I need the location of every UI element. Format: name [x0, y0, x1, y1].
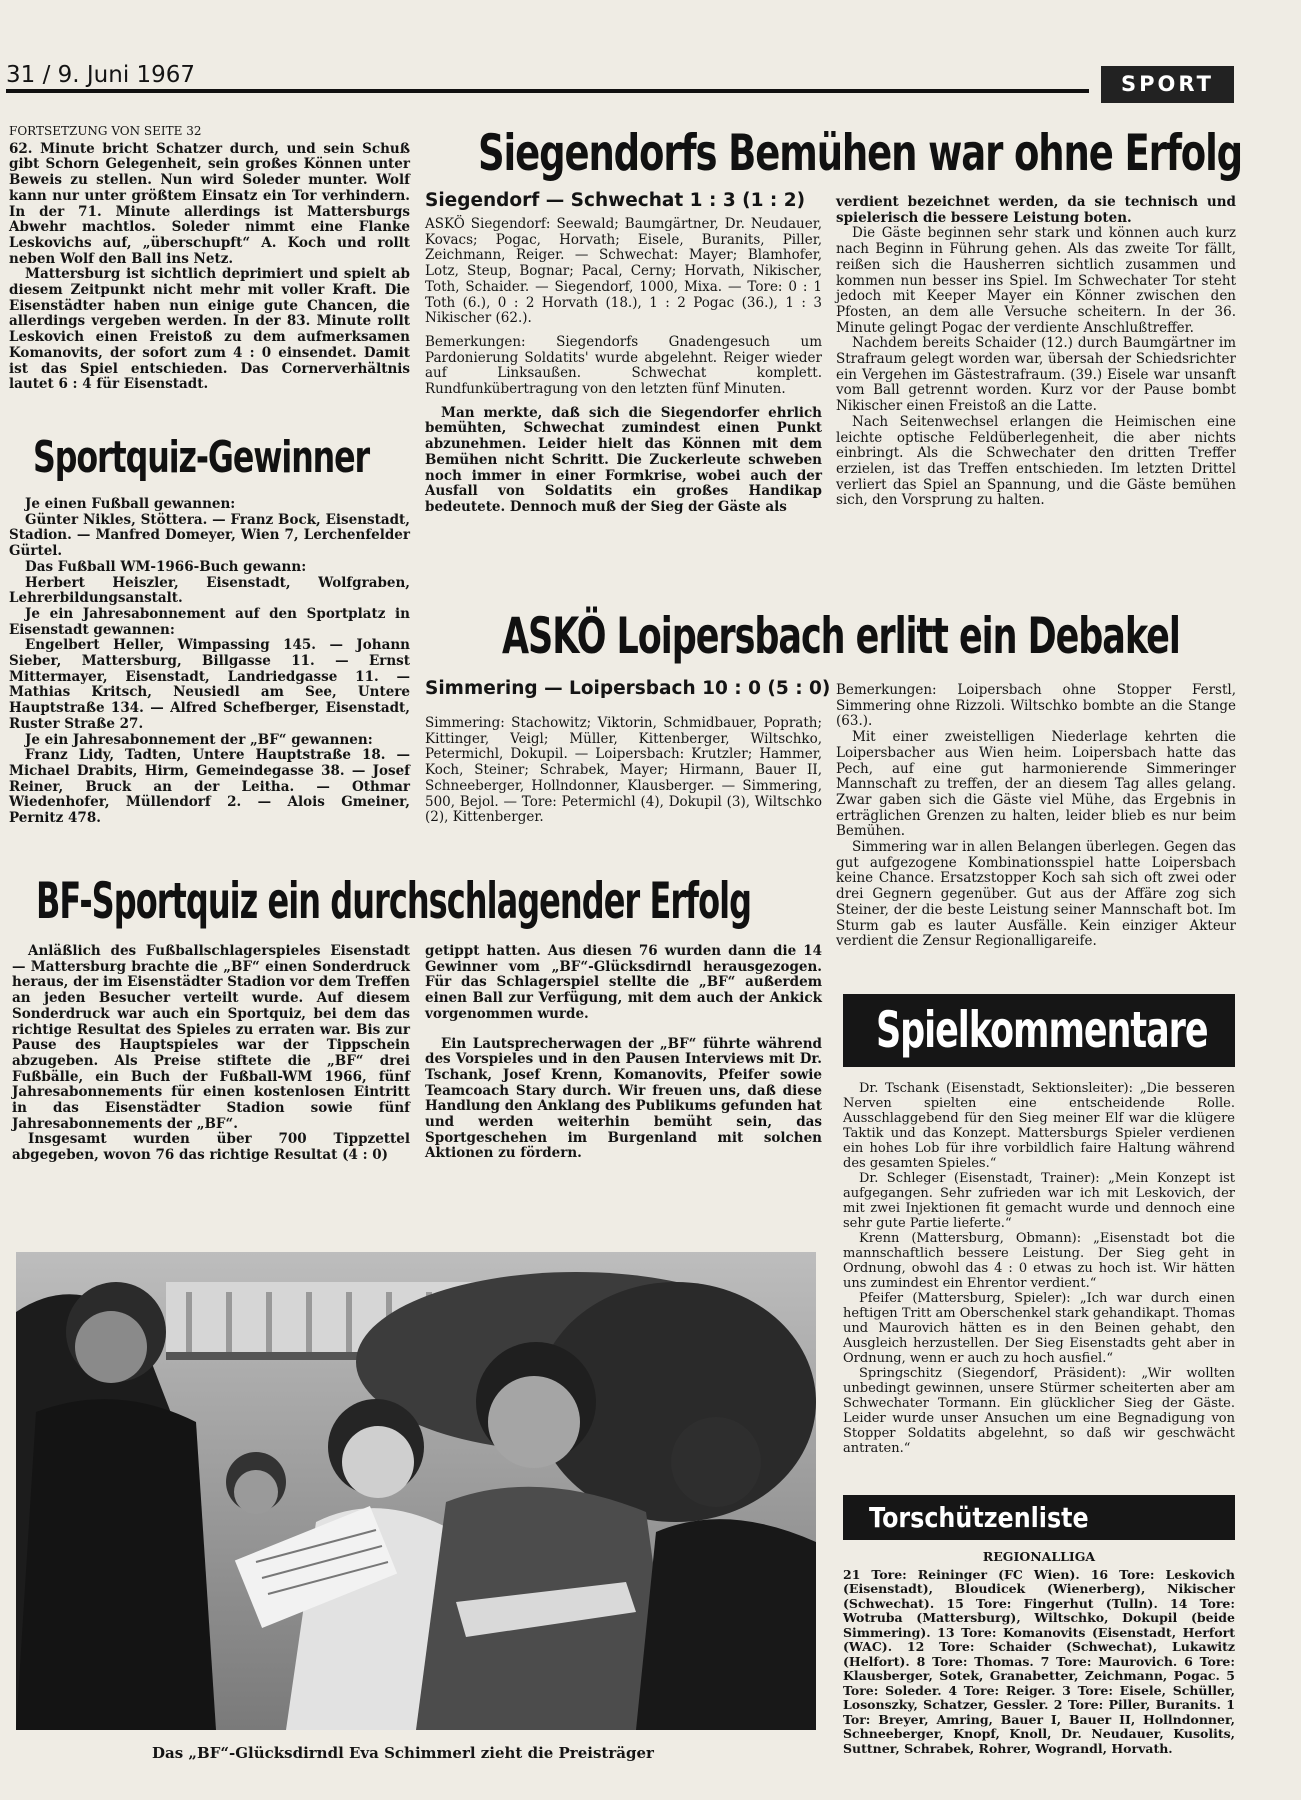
photo-caption: Das „BF“-Glücksdirndl Eva Schimmerl zieht die Preisträger — [152, 1744, 654, 1762]
siegendorf-intro-cont: verdient bezeichnet werden, da sie technisch und spielerisch die bessere Leistung boten. — [836, 194, 1236, 226]
comment-krenn: Krenn (Mattersburg, Obmann): „Eisenstadt bot die mannschaftlich bessere Leistung. Der Sieg geht in Ordnung, obwohl das 4 : 0 etwas zu hoch ist. Wir hätten uns zumindest ein Ehrentor verdient.“ — [843, 1231, 1235, 1291]
continuation-column — [9, 124, 410, 393]
sportquiz-paragraph-4: Ein Lautsprecherwagen der „BF“ führte während des Vorspieles und in den Pausen Interviews mit Dr. Tschank, Josef Krenn, Komanovits, Pfeifer sowie Teamcoach Stary durch. Wir freuen uns, daß diese Handlung den Anklang des Publikums gefunden hat und werden weiterhin bemüht sein, das Sportgeschehen im Burgenland mit solchen Aktionen zu fördern. — [425, 1035, 822, 1162]
continuation-paragraph-1: 62. Minute bricht Schatzer durch, und sein Schuß gibt Schorn Gelegenheit, sein großes Können unter Beweis zu stellen. Nun wird Soleder munter. Wolf kann nur unter größtem Einsatz ein Tor verhindern. In der 71. Minute allerdings ist Mattersburgs Abwehr machtlos. Soleder nimmt eine Flanke Leskovichs auf, „überschupft“ A. Koch und rollt neben Wolf den Ball ins Netz. — [9, 140, 410, 267]
loipersbach-score: Simmering — Loipersbach 10 : 0 (5 : 0) — [425, 678, 831, 699]
torschuetzen-headline: Torschützenliste — [869, 1501, 1089, 1534]
winners-heading-2: Das Fußball WM-1966-Buch gewann: — [25, 558, 307, 575]
section-label: SPORT — [1101, 66, 1234, 103]
winners-heading-3: Je ein Jahresabonnement auf den Sportplatz in Eisenstadt gewannen: — [9, 605, 410, 638]
scorers-list: 21 Tore: Reininger (FC Wien). 16 Tore: Leskovich (Eisenstadt), Bloudicek (Wienerberg), Nikischer (Schwechat). 15 Tore: Fingerhut (Tulln). 14 Tore: Wotruba (Mattersburg), Wiltschko, Dokupil (beide Simmering). 13 Tore: Komanovits (Eisenstadt, Herfort (WAC). 12 Tore: Schaider (Schwechat), Lukawitz (Helfort). 8 Tore: Thomas. 7 Tore: Maurovich. 6 Tore: Klausberger, Sotek, Granabetter, Zeichmann, Pogac. 5 Tore: Soleder. 4 Tore: Reiger. 3 Tore: Eisele, Schüller, Losonszky, Schatzer, Gessler. 2 Tore: Piller, Buranits. 1 Tor: Breyer, Amring, Bauer I, Bauer II, Hollndonner, Schneeberger, Knopf, Knoll, Dr. Neudauer, Kusolits, Suttner, Schrabek, Rohrer, Wograndl, Horvath. — [843, 1566, 1235, 1756]
spielkommentare-headline: Spielkommentare — [876, 1001, 1208, 1059]
continuation-paragraph-2: Mattersburg ist sichtlich deprimiert und spielt ab diesem Zeitpunkt nicht mehr mit voller Kraft. Die Eisenstädter haben nun einige gute Chancen, die allerdings vergeben werden. In der 83. Minute rollt Leskovich einen Freistoß zu dem aufmerksamen Komanovits, der sofort zum 4 : 0 einsendet. Damit ist das Spiel entschieden. Das Cornerverhältnis lautet 6 : 4 für Eisenstadt. — [9, 266, 410, 393]
loipersbach-paragraph-1: Mit einer zweistelligen Niederlage kehrten die Loipersbacher aus Wien heim. Loipersbach hatte das Pech, auf eine gut harmonierende Simmeringer Mannschaft zu treffen, der an diesem Tag alles gelang. Zwar gaben sich die Gäste viel Mühe, das Ergebnis in erträglichen Grenzen zu halten, leider blieb es nur beim Bemühen. — [836, 729, 1236, 840]
winners-heading-4: Je ein Jahresabonnement der „BF“ gewannen: — [25, 731, 373, 748]
winners-heading-1: Je einen Fußball gewannen: — [25, 496, 236, 512]
quiz-winners-column — [9, 497, 410, 827]
siegendorf-column-2 — [836, 195, 1236, 509]
comment-schleger: Dr. Schleger (Eisenstadt, Trainer): „Mein Konzept ist aufgegangen. Sehr zufrieden war ich mit Leskovich, der mit zwei Injektionen fit gemacht wurde und dennoch eine sehr gute Partie lieferte.“ — [843, 1171, 1235, 1231]
siegendorf-paragraph-3: Nach Seitenwechsel erlangen die Heimischen eine leichte optische Feldüberlegenheit, die aber nichts einbringt. Als die Schwechater den dritten Treffer erzielen, ist das Treffen entschieden. Im letzten Drittel verliert das Spiel an Spannung, und die Gäste bemühen sich, den Vorsprung zu halten. — [836, 413, 1236, 509]
loipersbach-headline: ASKÖ Loipersbach erlitt ein Debakel — [502, 607, 1180, 665]
siegendorf-paragraph-1: Die Gäste beginnen sehr stark und können auch kurz nach Beginn in Führung gehen. Als das zweite Tor fällt, reißen sich die Hausherren sichtlich zusammen und kommen nun besser ins Spiel. Im Schwechater Tor steht jedoch mit Keeper Mayer ein Könner zwischen den Pfosten, an dem alle Versuche scheitern. In der 36. Minute gelingt Pogac der verdiente Anschlußtreffer. — [836, 225, 1236, 336]
comment-pfeifer: Pfeifer (Mattersburg, Spieler): „Ich war durch einen heftigen Tritt am Oberschenkel stark gehandikapt. Thomas und Maurovich hätten es in den Beinen gehabt, den Ausgleich herzustellen. Der Sieg Eisenstadts geht aber in Ordnung, wenn er auch zu hoch ausfiel.“ — [843, 1291, 1235, 1366]
quiz-winners-headline: Sportquiz-Gewinner — [33, 432, 370, 483]
sportquiz-paragraph-3: getippt hatten. Aus diesen 76 wurden dann die 14 Gewinner vom „BF“-Glücksdirndl herausgezogen. Für das Schlagerspiel stellte die „BF“ außerdem einen Ball zur Verfügung, mit dem auch der Ankick vorgenommen wurde. — [425, 943, 822, 1022]
siegendorf-remarks: Bemerkungen: Siegendorfs Gnadengesuch um Pardonierung Soldatits' wurde abgelehnt. Reiger wieder auf Linksaußen. Schwechat komplett. Rundfunkübertragung von den letzten fünf Minuten. — [425, 333, 822, 398]
winners-text-3: Engelbert Heller, Wimpassing 145. — Johann Sieber, Mattersburg, Billgasse 11. — Ernst Mittermayer, Eisenstadt, Landriedgasse 11. — Mathias Kritsch, Neusiedl am See, Untere Hauptstraße 134. — Alfred Schefberger, Eisenstadt, Ruster Straße 27. — [9, 637, 410, 732]
loipersbach-column-1 — [425, 716, 822, 826]
winners-text-4: Franz Lidy, Tadten, Untere Hauptstraße 18. — Michael Drabits, Hirm, Gemeindegasse 38. — Josef Reiner, Bruck an der Leitha. — Othmar Wiedenhofer, Müllendorf 2. — Alois Gmeiner, Pernitz 478. — [9, 747, 410, 827]
lottery-photo — [16, 1252, 816, 1730]
siegendorf-score: Siegendorf — Schwechat 1 : 3 (1 : 2) — [425, 190, 806, 211]
winners-text-2: Herbert Heiszler, Eisenstadt, Wolfgraben, Lehrerbildungsanstalt. — [9, 574, 410, 607]
siegendorf-headline: Siegendorfs Bemühen war ohne Erfolg — [478, 124, 1243, 182]
comment-tschank: Dr. Tschank (Eisenstadt, Sektionsleiter): „Die besseren Nerven spielten eine entscheidende Rolle. Ausschlaggebend für den Sieg meiner Elf war die klügere Taktik und das Konzept. Mattersburgs Spieler verdienen ein hohes Lob für ihre vorbildlich faire Haltung während des gesamten Spieles.“ — [843, 1081, 1235, 1171]
header-rule — [6, 89, 1089, 93]
siegendorf-intro: Man merkte, daß sich die Siegendorfer ehrlich bemühten, Schwechat zumindest einen Punkt abzunehmen. Leider hielt das Können mit dem Bemühen nicht Schritt. Die Zuckerleute schweben noch immer in einer Formkrise, wobei auch der Ausfall von Soldatits ein großes Handikap bedeutete. Dennoch muß der Sieg der Gäste als — [425, 404, 822, 515]
sportquiz-headline: BF-Sportquiz ein durchschlagender Erfolg — [36, 872, 752, 930]
siegendorf-paragraph-2: Nachdem bereits Schaider (12.) durch Baumgärtner im Strafraum gelegt worden war, übersah der Schiedsrichter ein Vergehen im Gästestrafraum. (39.) Eisele war unsanft vom Ball getrennt worden. Kurz vor der Pause bombt Nikischer einen Freistoß an die Latte. — [836, 335, 1236, 415]
crowd-photo-illustration — [16, 1252, 816, 1730]
loipersbach-remarks: Bemerkungen: Loipersbach ohne Stopper Ferstl, Simmering ohne Rizzoli. Wiltschko bombte an die Stange (63.). — [836, 682, 1236, 730]
sportquiz-column-2 — [425, 944, 822, 1162]
page-number-date: 31 / 9. Juni 1967 — [6, 62, 196, 88]
torschuetzen-column — [843, 1550, 1235, 1756]
league-label: REGIONALLIGA — [982, 1549, 1096, 1564]
torschuetzen-header — [843, 1495, 1235, 1540]
loipersbach-lineup: Simmering: Stachowitz; Viktorin, Schmidbauer, Poprath; Kittinger, Veigl; Müller, Kittenberger, Wiltschko, Petermichl, Dokupil. — Loipersbach: Krutzler; Hammer, Koch, Steiner; Schrabek, Mayer; Hirmann, Bauer II, Schneeberger, Hollndonner, Klausberger. — Simmering, 500, Bejol. — Tore: Petermichl (4), Dokupil (3), Wiltschko (2), Kittenberger. — [425, 715, 822, 826]
sportquiz-paragraph-1: Anläßlich des Fußballschlagerspieles Eisenstadt — Mattersburg brachte die „BF“ einen Sonderdruck heraus, der im Eisenstädter Stadion vor dem Treffen an jeden Besucher verteilt wurde. Auf diesem Sonderdruck war auch ein Sportquiz, bei dem das richtige Resultat des Spieles zu erraten war. Bis zur Pause des Hauptspieles war der Tippschein abzugeben. Als Preise stiftete die „BF“ drei Fußbälle, ein Buch der Fußball-WM 1966, fünf Jahresabonnements für einen kostenlosen Eintritt in das Eisenstädter Stadion sowie fünf Jahresabonnements der „BF“. — [12, 943, 410, 1132]
continued-note: FORTSETZUNG VON SEITE 32 — [9, 124, 202, 138]
spielkommentare-header — [843, 994, 1235, 1067]
comment-springschitz: Springschitz (Siegendorf, Präsident): „Wir wollten unbedingt gewinnen, unsere Stürmer scheiterten aber am Schwechater Tormann. Ein glücklicher Sieg der Gäste. Leider wurde unser Ansuchen um eine Begnadigung von Stopper Soldatits abgelehnt, so daß wir geschwächt antraten.“ — [843, 1366, 1235, 1456]
loipersbach-column-2 — [836, 683, 1236, 950]
siegendorf-lineup: ASKÖ Siegendorf: Seewald; Baumgärtner, Dr. Neudauer, Kovacs; Pogac, Horvath; Eisele, Buranits, Piller, Zeichmann, Reiger. — Schwechat: Mayer; Blamhofer, Lotz, Steup, Bognar; Pacal, Cerny; Horvath, Nikischer, Toth, Schaider. — Siegendorf, 1000, Mixa. — Tore: 0 : 1 Toth (6.), 0 : 2 Horvath (18.), 1 : 2 Pogac (36.), 1 : 3 Nikischer (62.). — [425, 216, 822, 327]
spielkommentare-column — [843, 1081, 1235, 1456]
siegendorf-column-1 — [425, 217, 822, 516]
sportquiz-column-1 — [12, 944, 410, 1164]
loipersbach-paragraph-2: Simmering war in allen Belangen überlegen. Gegen das gut aufgezogene Kombinationsspiel hatte Loipersbach keine Chance. Ersatzstopper Koch sah sich oft zwei oder drei Gegnern gegenüber. Gut aus der Affäre zog sich Steiner, der die beste Leistung seiner Mannschaft bot. Im Sturm gab es lauter Ausfälle. Kein einziger Akteur verdient die Zensur Regionalligareife. — [836, 839, 1236, 950]
sportquiz-paragraph-2: Insgesamt wurden über 700 Tippzettel abgegeben, wovon 76 das richtige Resultat (4 : 0) — [12, 1131, 410, 1164]
winners-text-1: Günter Nikles, Stöttera. — Franz Bock, Eisenstadt, Stadion. — Manfred Domeyer, Wien 7, Lerchenfelder Gürtel. — [9, 511, 410, 560]
